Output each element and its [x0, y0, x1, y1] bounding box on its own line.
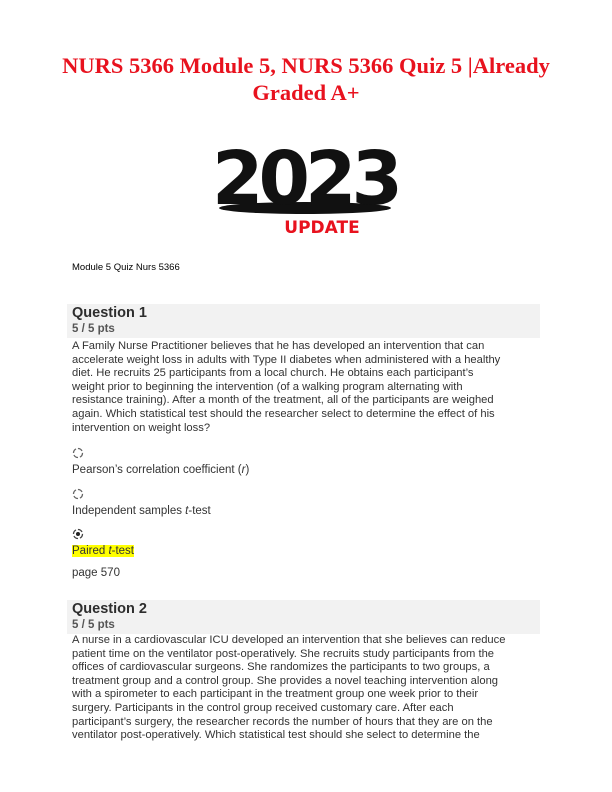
question-text-line: treatment group and a control group. She provides a novel teaching intervention along [72, 674, 499, 687]
question-text-line: resistance training). After a month of the treatment, all of the participants are weighed [72, 394, 494, 407]
document-title: NURS 5366 Module 5, NURS 5366 Quiz 5 |Already Graded A+ [62, 53, 550, 105]
radio-unselected-icon[interactable] [72, 487, 84, 499]
logo-year: 2023 [212, 136, 398, 222]
question-title: Question 2 [72, 601, 147, 617]
question-points: 5 / 5 pts [72, 619, 115, 631]
question-text-line: diet. He recruits 25 participants from a local church. He obtains each participant’s [72, 367, 474, 380]
question-text [72, 634, 542, 743]
answer-option[interactable]: Pearson’s correlation coefficient (r) [72, 464, 250, 476]
module-line: Module 5 Quiz Nurs 5366 [72, 262, 180, 273]
question-text-line: with a spirometer to each participant in the treatment group one week prior to their [72, 688, 479, 701]
logo-2023-update [210, 120, 400, 240]
answer-note: page 570 [72, 567, 120, 579]
question-text-line: A nurse in a cardiovascular ICU developed an intervention that she believes can reduce [72, 634, 506, 646]
question-text-line: intervention on weight loss? [72, 421, 211, 434]
question-points: 5 / 5 pts [72, 323, 115, 335]
question-text-line: accelerate weight loss in adults with Type II diabetes when administered with a healthy [72, 353, 501, 366]
question-text-line: offices of cardiovascular surgeons. She randomizes the participants to two groups, a [72, 661, 490, 674]
logo-tag: UPDATE [284, 218, 360, 238]
question-text [72, 340, 542, 435]
radio-selected-icon[interactable] [72, 527, 84, 539]
radio-unselected-icon[interactable] [72, 446, 84, 458]
question-title: Question 1 [72, 305, 147, 321]
answer-option[interactable]: Independent samples t-test [72, 505, 211, 517]
question-text-line: weight prior to beginning the intervention (of a walking program alternating with [72, 380, 463, 393]
question-text-line: A Family Nurse Practitioner believes that he has developed an intervention that can [72, 340, 485, 352]
question-text-line: ventilator post-operatively. Which statistical test should she select to determine the [72, 729, 480, 742]
answer-option-correct[interactable]: Paired t-test [72, 545, 135, 557]
question-text-line: participant’s surgery, the researcher records the number of hours that they are on the [72, 715, 493, 728]
question-text-line: patient time on the ventilator post-operatively. She recruits study participants from the [72, 647, 495, 660]
question-text-line: again. Which statistical test should the researcher select to determine the effect of his [72, 407, 495, 420]
question-text-line: surgery. Participants in the control group received customary care. After each [72, 701, 454, 714]
